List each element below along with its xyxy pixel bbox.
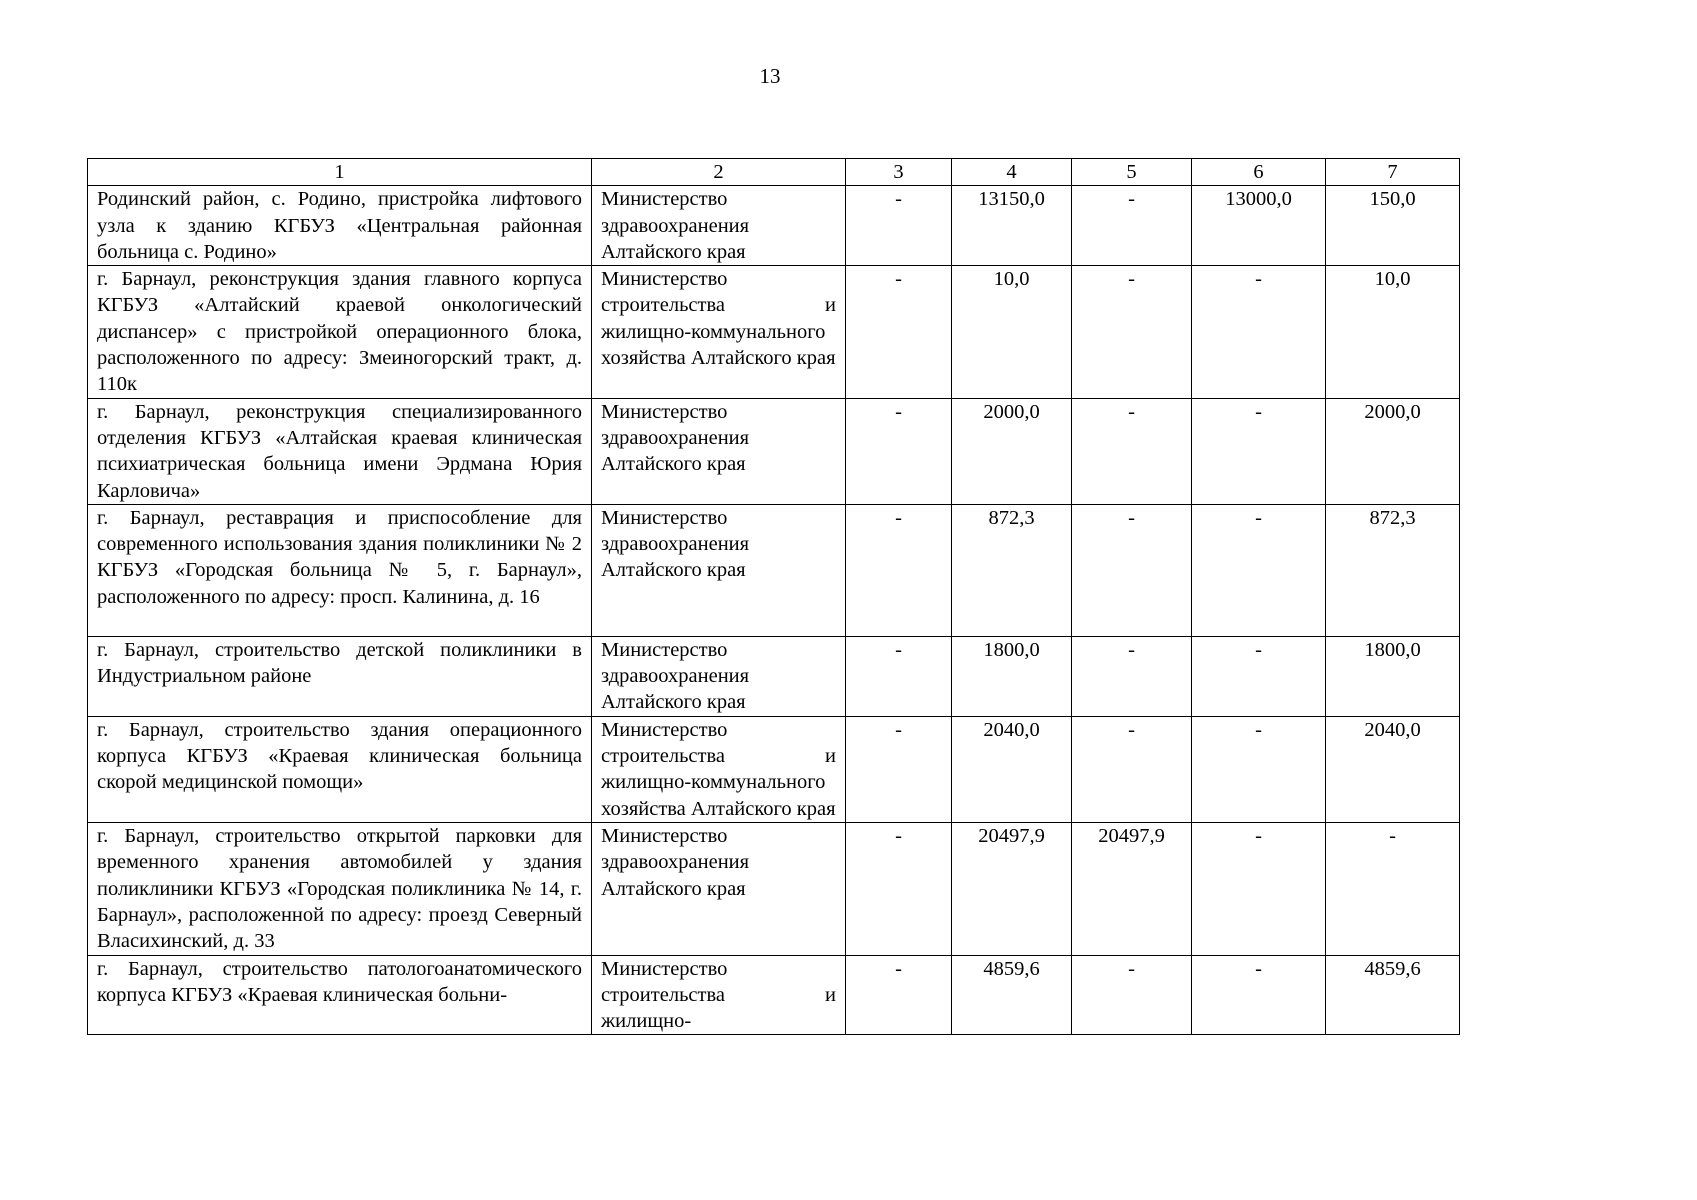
- value-cell-col3: -: [846, 955, 952, 1035]
- value-cell-col6: -: [1192, 823, 1326, 955]
- table-row: [88, 955, 1460, 1035]
- organization-cell: Министерство здравоохранения Алтайского края: [592, 186, 846, 266]
- value-cell-col6: -: [1192, 716, 1326, 822]
- object-name-cell: г. Барнаул, реконструкция здания главного корпуса КГБУЗ «Алтайский краевой онкологический диспансер» с пристройкой операционного блока, расположенного по адресу: Змеиногорский тракт, д. 110к: [88, 266, 592, 398]
- object-name-cell: г. Барнаул, строительство открытой парковки для временного хранения автомобилей у здания поликлиники КГБУЗ «Городская поликлиника № 14, г. Барнаул», расположенной по адресу: проезд Северный Власихинский, д. 33: [88, 823, 592, 955]
- value-cell-col6: -: [1192, 955, 1326, 1035]
- value-cell-col3: -: [846, 266, 952, 398]
- value-cell-col3: -: [846, 398, 952, 504]
- value-cell-col5: -: [1072, 266, 1192, 398]
- organization-cell: Министерство строительства и жилищно-: [592, 955, 846, 1035]
- header-col-7: 7: [1326, 159, 1460, 186]
- table-row: [88, 186, 1460, 266]
- header-col-3: 3: [846, 159, 952, 186]
- value-cell-col3: -: [846, 504, 952, 636]
- value-cell-col4: 20497,9: [952, 823, 1072, 955]
- value-cell-col3: -: [846, 823, 952, 955]
- table-row: [88, 636, 1460, 716]
- header-col-2: 2: [592, 159, 846, 186]
- organization-cell: Министерство строительства и жилищно-коммунального хозяйства Алтайского края: [592, 716, 846, 822]
- value-cell-col7: 2000,0: [1326, 398, 1460, 504]
- value-cell-col5: -: [1072, 504, 1192, 636]
- table-row: [88, 504, 1460, 636]
- value-cell-col4: 872,3: [952, 504, 1072, 636]
- header-col-6: 6: [1192, 159, 1326, 186]
- header-col-5: 5: [1072, 159, 1192, 186]
- header-row: [88, 159, 1460, 186]
- value-cell-col7: 1800,0: [1326, 636, 1460, 716]
- value-cell-col5: -: [1072, 955, 1192, 1035]
- object-name-cell: г. Барнаул, строительство патологоанатомического корпуса КГБУЗ «Краевая клиническая больни-: [88, 955, 592, 1035]
- value-cell-col6: 13000,0: [1192, 186, 1326, 266]
- table-header: [88, 159, 1460, 186]
- value-cell-col4: 10,0: [952, 266, 1072, 398]
- page-number: 13: [759, 64, 781, 88]
- value-cell-col5: -: [1072, 186, 1192, 266]
- table-row: [88, 266, 1460, 398]
- organization-cell: Министерство здравоохранения Алтайского края: [592, 636, 846, 716]
- value-cell-col5: 20497,9: [1072, 823, 1192, 955]
- organization-cell: Министерство здравоохранения Алтайского края: [592, 398, 846, 504]
- value-cell-col4: 2040,0: [952, 716, 1072, 822]
- table-body: [88, 186, 1460, 1035]
- table-row: [88, 716, 1460, 822]
- value-cell-col3: -: [846, 186, 952, 266]
- value-cell-col3: -: [846, 636, 952, 716]
- value-cell-col4: 1800,0: [952, 636, 1072, 716]
- value-cell-col7: 10,0: [1326, 266, 1460, 398]
- object-name-cell: г. Барнаул, строительство детской поликлиники в Индустриальном районе: [88, 636, 592, 716]
- organization-cell: Министерство строительства и жилищно-коммунального хозяйства Алтайского края: [592, 266, 846, 398]
- header-col-1: 1: [88, 159, 592, 186]
- data-table: [87, 158, 1460, 1035]
- value-cell-col4: 2000,0: [952, 398, 1072, 504]
- value-cell-col6: -: [1192, 636, 1326, 716]
- object-name-cell: г. Барнаул, реставрация и приспособление для современного использования здания поликлиники № 2 КГБУЗ «Городская больница № 5, г. Барнаул», расположенного по адресу: просп. Калинина, д. 16: [88, 504, 592, 636]
- value-cell-col7: 4859,6: [1326, 955, 1460, 1035]
- header-col-4: 4: [952, 159, 1072, 186]
- value-cell-col6: -: [1192, 398, 1326, 504]
- object-name-cell: г. Барнаул, строительство здания операционного корпуса КГБУЗ «Краевая клиническая больница скорой медицинской помощи»: [88, 716, 592, 822]
- value-cell-col6: -: [1192, 266, 1326, 398]
- object-name-cell: Родинский район, с. Родино, пристройка лифтового узла к зданию КГБУЗ «Центральная районная больница с. Родино»: [88, 186, 592, 266]
- value-cell-col7: -: [1326, 823, 1460, 955]
- value-cell-col7: 2040,0: [1326, 716, 1460, 822]
- value-cell-col5: -: [1072, 716, 1192, 822]
- value-cell-col5: -: [1072, 636, 1192, 716]
- organization-cell: Министерство здравоохранения Алтайского края: [592, 504, 846, 636]
- table-row: [88, 823, 1460, 955]
- value-cell-col7: 150,0: [1326, 186, 1460, 266]
- object-name-cell: г. Барнаул, реконструкция специализированного отделения КГБУЗ «Алтайская краевая клиническая психиатрическая больница имени Эрдмана Юрия Карловича»: [88, 398, 592, 504]
- value-cell-col4: 4859,6: [952, 955, 1072, 1035]
- value-cell-col3: -: [846, 716, 952, 822]
- value-cell-col7: 872,3: [1326, 504, 1460, 636]
- organization-cell: Министерство здравоохранения Алтайского края: [592, 823, 846, 955]
- value-cell-col5: -: [1072, 398, 1192, 504]
- table-row: [88, 398, 1460, 504]
- value-cell-col6: -: [1192, 504, 1326, 636]
- value-cell-col4: 13150,0: [952, 186, 1072, 266]
